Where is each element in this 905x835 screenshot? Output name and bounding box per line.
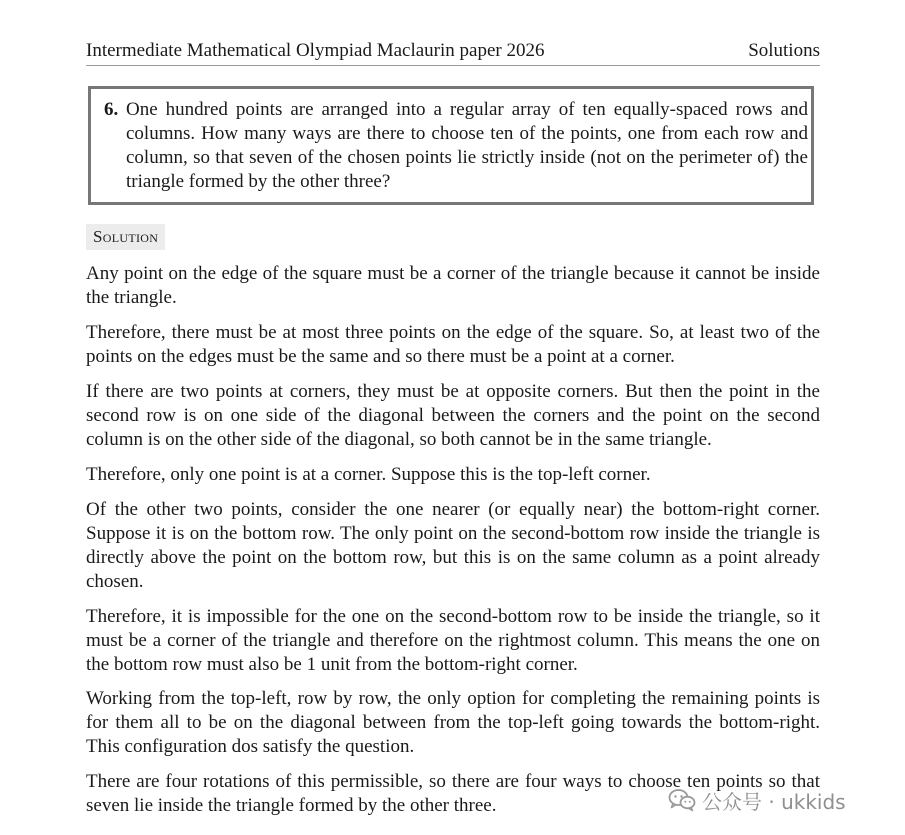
problem-number: 6. (104, 99, 119, 120)
wechat-icon (668, 788, 696, 812)
page-header (86, 39, 820, 66)
solution-paragraph-8: There are four rotations of this permissible, so there are four ways to choose ten points so that seven lie inside the triangle formed by the other three. (86, 771, 820, 816)
solution-paragraph-5: Of the other two points, consider the one nearer (or equally near) the bottom-right corner. Suppose it is on the bottom row. The only point on the second-bottom row inside the triangle is directly above the point on the bottom row, but this is on the same column as a point already chosen. (86, 499, 820, 592)
section-label: Solutions (748, 40, 820, 61)
paper-title: Intermediate Mathematical Olympiad Maclaurin paper 2026 (86, 40, 545, 61)
solution-paragraph-3: If there are two points at corners, they must be at opposite corners. But then the point in the second row is on one side of the diagonal between the corners and the point on the second column is on the other side of the diagonal, so both cannot be in the same triangle. (86, 381, 820, 450)
solution-paragraph-2: Therefore, there must be at most three points on the edge of the square. So, at least two of the points on the edges must be the same and so there must be a point at a corner. (86, 322, 820, 367)
solution-heading: Solution (86, 224, 165, 250)
solution-paragraph-7: Working from the top-left, row by row, the only option for completing the remaining points is for them all to be on the diagonal between from the top-left going towards the bottom-right. This configuration dos satisfy the question. (86, 688, 820, 757)
solution-paragraph-1: Any point on the edge of the square must be a corner of the triangle because it cannot be inside the triangle. (86, 263, 820, 308)
solution-paragraph-4: Therefore, only one point is at a corner. Suppose this is the top-left corner. (86, 464, 651, 485)
problem-statement: One hundred points are arranged into a regular array of ten equally-spaced rows and columns. How many ways are there to choose ten of the points, one from each row and column, so that seven of the chosen points lie strictly inside (not on the perimeter of) the triangle formed by the other three? (126, 99, 808, 192)
watermark-text: 公众号 · ukkids (702, 789, 846, 814)
problem-box (88, 86, 814, 205)
solution-paragraph-6: Therefore, it is impossible for the one on the second-bottom row to be inside the triangle, so it must be a corner of the triangle and therefore on the rightmost column. This means the one on the bottom row must also be 1 unit from the bottom-right corner. (86, 606, 820, 675)
watermark (668, 787, 846, 813)
